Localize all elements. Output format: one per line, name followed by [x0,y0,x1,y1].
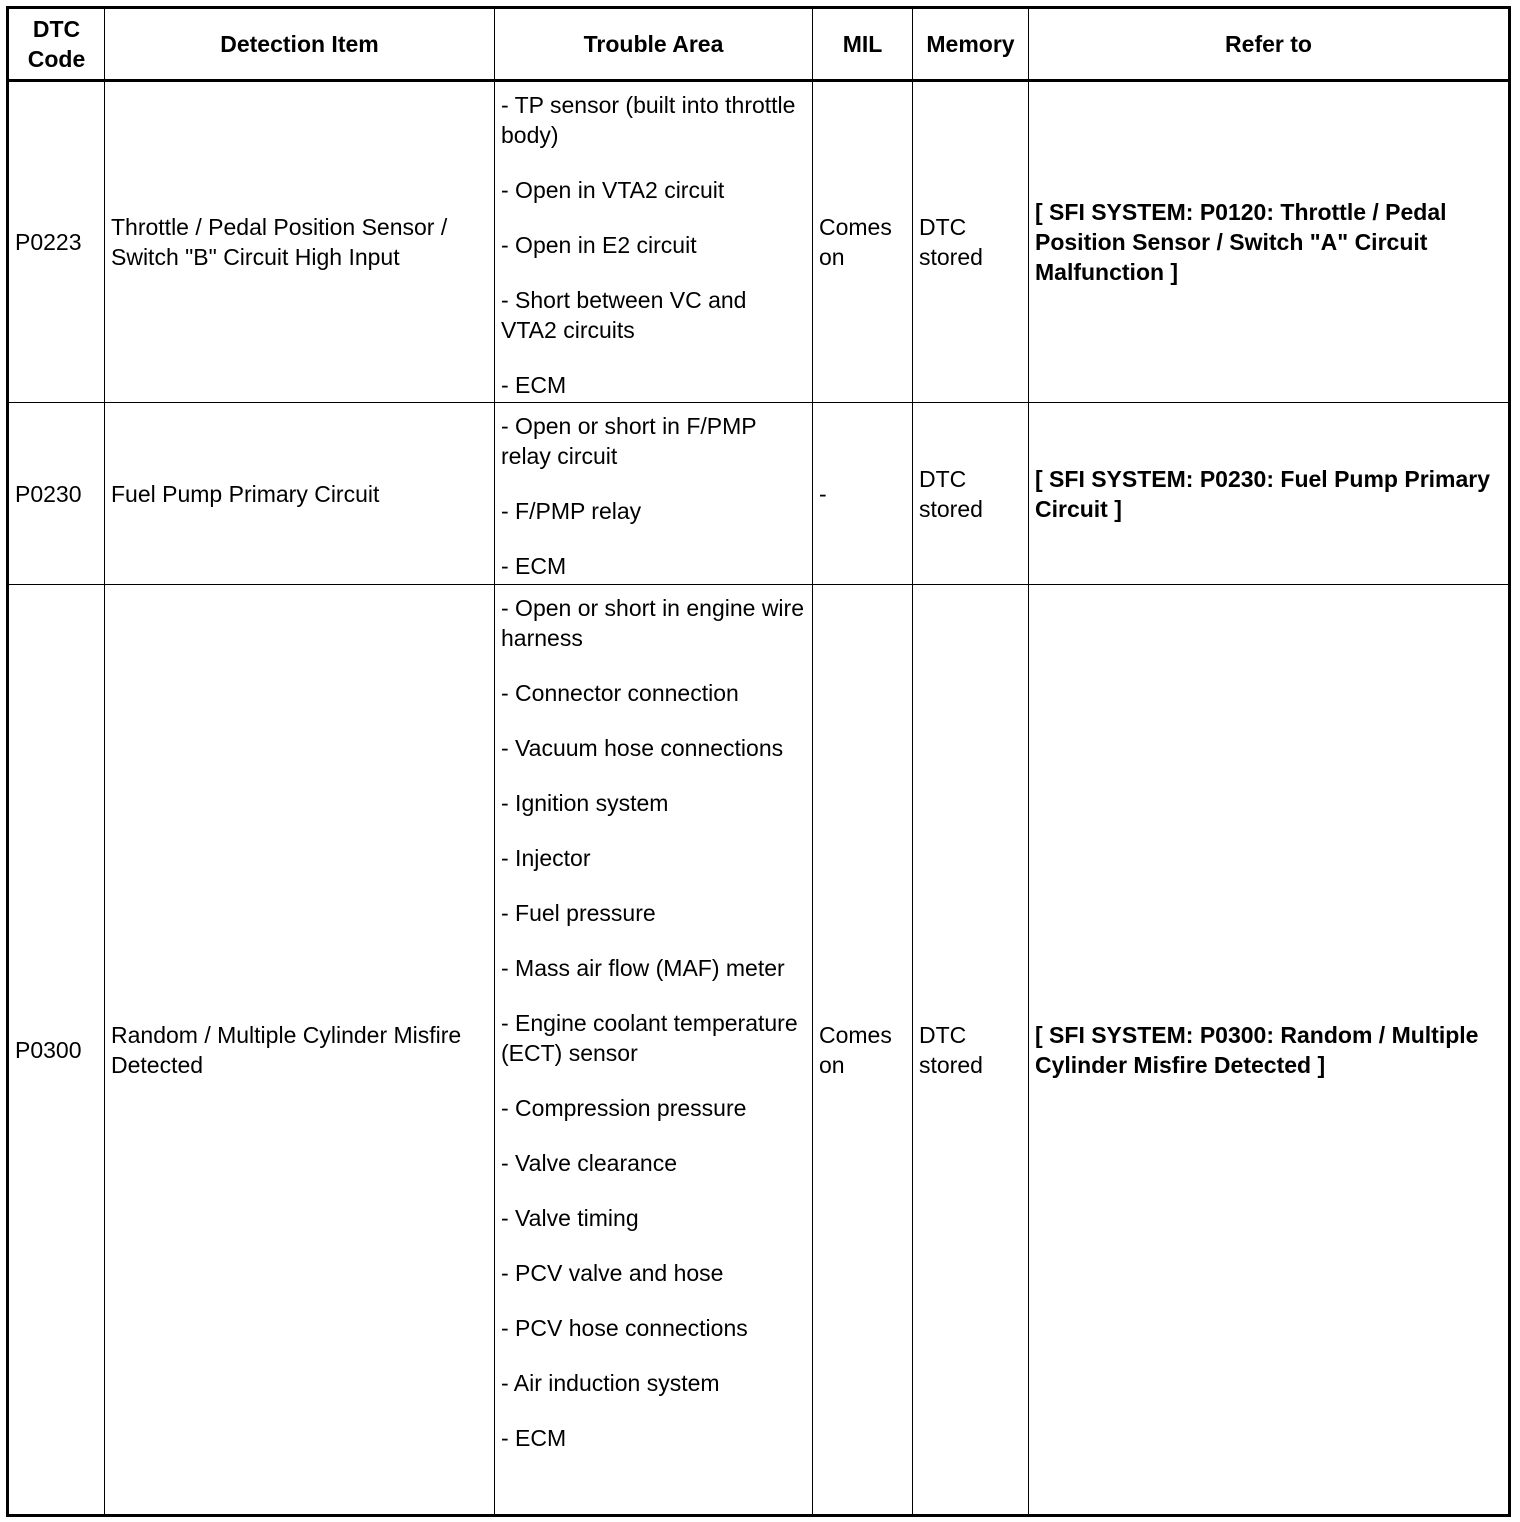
trouble-area-cell [495,585,813,1516]
header-refer-to: Refer to [1029,8,1510,81]
trouble-item: - Air induction system [501,1370,720,1396]
mil-cell: Comes on [813,81,913,403]
trouble-item: - ECM [501,553,567,579]
trouble-item: - Vacuum hose connections [501,735,784,761]
trouble-item: - Connector connection [501,680,739,706]
trouble-item: - Open or short in F/PMP relay circuit [501,413,757,469]
trouble-item: - Fuel pressure [501,900,656,926]
trouble-item: - PCV hose connections [501,1315,748,1341]
header-mil: MIL [813,8,913,81]
header-row [8,8,1510,81]
refer-to-cell: [ SFI SYSTEM: P0120: Throttle / Pedal Position Sensor / Switch "A" Circuit Malfunction ] [1029,81,1510,403]
trouble-area-cell [495,403,813,585]
memory-cell: DTC stored [913,403,1029,585]
header-dtc-code: DTC Code [8,8,105,81]
trouble-item: - F/PMP relay [501,498,642,524]
mil-cell: - [813,403,913,585]
trouble-item: - Compression pressure [501,1095,747,1121]
header-detection-item: Detection Item [105,8,495,81]
table-row [8,403,1510,585]
header-memory: Memory [913,8,1029,81]
table-row [8,81,1510,403]
header-trouble-area: Trouble Area [495,8,813,81]
mil-cell: Comes on [813,585,913,1516]
trouble-item: - ECM [501,372,567,398]
trouble-item: - Engine coolant temperature (ECT) sensor [501,1010,798,1066]
dtc-code-cell: P0230 [8,403,105,585]
detection-item-cell: Fuel Pump Primary Circuit [105,403,495,585]
trouble-item: - Open or short in engine wire harness [501,595,804,651]
trouble-item: - TP sensor (built into throttle body) [501,92,796,148]
memory-cell: DTC stored [913,81,1029,403]
dtc-code-cell: P0300 [8,585,105,1516]
trouble-area-cell [495,81,813,403]
trouble-item: - Valve timing [501,1205,639,1231]
table-row [8,585,1510,1516]
refer-to-cell: [ SFI SYSTEM: P0300: Random / Multiple Cylinder Misfire Detected ] [1029,585,1510,1516]
trouble-item: - Injector [501,845,591,871]
memory-cell: DTC stored [913,585,1029,1516]
trouble-item: - Mass air flow (MAF) meter [501,955,785,981]
trouble-item: - Open in VTA2 circuit [501,177,725,203]
trouble-item: - ECM [501,1425,567,1451]
detection-item-cell: Random / Multiple Cylinder Misfire Detected [105,585,495,1516]
trouble-item: - Ignition system [501,790,669,816]
dtc-code-cell: P0223 [8,81,105,403]
trouble-item: - PCV valve and hose [501,1260,724,1286]
trouble-item: - Valve clearance [501,1150,677,1176]
dtc-table [6,6,1511,1517]
trouble-item: - Open in E2 circuit [501,232,697,258]
refer-to-cell: [ SFI SYSTEM: P0230: Fuel Pump Primary Circuit ] [1029,403,1510,585]
detection-item-cell: Throttle / Pedal Position Sensor / Switch "B" Circuit High Input [105,81,495,403]
trouble-item: - Short between VC and VTA2 circuits [501,287,747,343]
